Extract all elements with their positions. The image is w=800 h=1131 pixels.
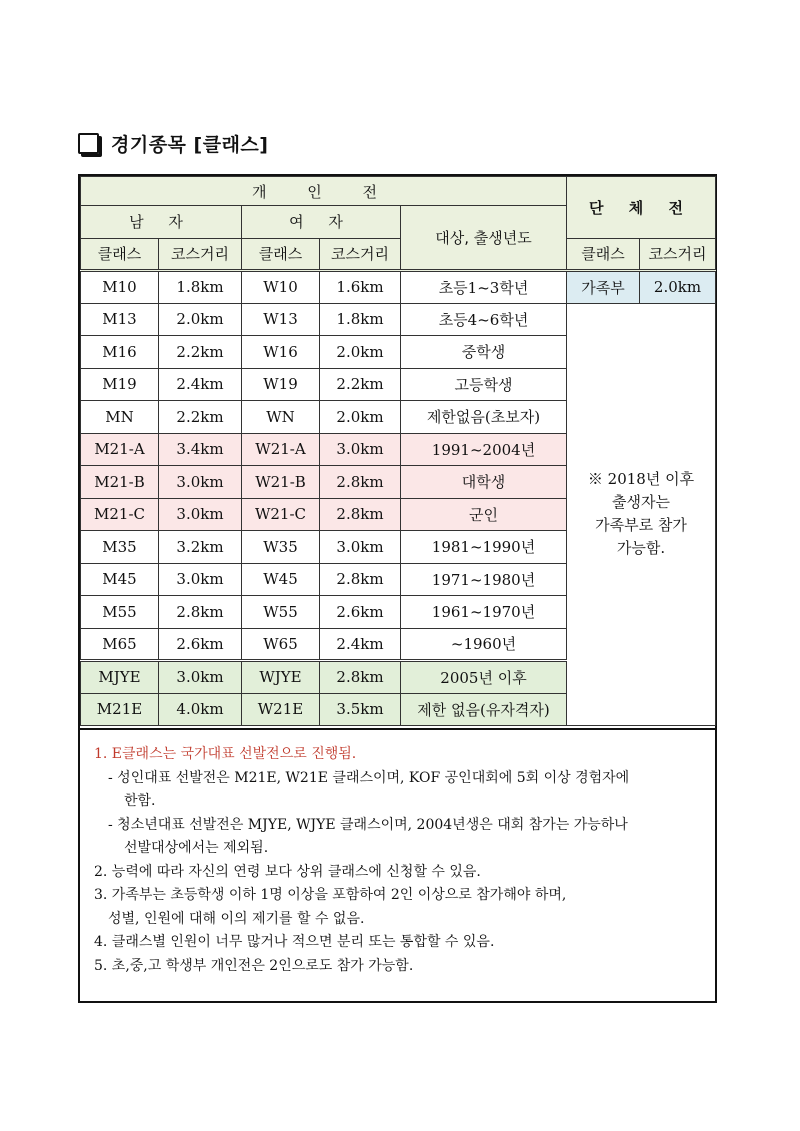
- group-note-line: ※ 2018년 이후: [587, 470, 695, 489]
- female-header: 여 자: [242, 206, 401, 239]
- target: 1991~2004년: [401, 433, 567, 466]
- male-course: 3.0km: [159, 498, 242, 531]
- male-header: 남 자: [81, 206, 242, 239]
- header-row-1: [81, 177, 716, 206]
- target: 고등학생: [401, 368, 567, 401]
- table-row: [81, 271, 716, 304]
- female-course: 2.8km: [320, 498, 401, 531]
- target: 군인: [401, 498, 567, 531]
- male-class: M55: [81, 596, 159, 629]
- note-3: 3. 가족부는 초등학생 이하 1명 이상을 포함하여 2인 이상으로 참가해야 하며,: [94, 887, 567, 903]
- male-class-header: 클래스: [81, 238, 159, 271]
- male-class: M10: [81, 271, 159, 304]
- male-class: M21-A: [81, 433, 159, 466]
- male-course: 2.4km: [159, 368, 242, 401]
- checkbox-icon: [78, 133, 99, 154]
- female-course: 3.0km: [320, 531, 401, 564]
- female-course: 1.8km: [320, 303, 401, 336]
- male-course: 3.0km: [159, 661, 242, 694]
- header-row-3: [81, 238, 716, 271]
- target: 초등1~3학년: [401, 271, 567, 304]
- male-course: 1.8km: [159, 271, 242, 304]
- group-course: 2.0km: [640, 271, 716, 304]
- male-class: M21-C: [81, 498, 159, 531]
- male-course: 2.8km: [159, 596, 242, 629]
- group-note-line: 출생자는: [612, 493, 670, 512]
- male-course-header: 코스거리: [159, 238, 242, 271]
- note-5: 5. 초,중,고 학생부 개인전은 2인으로도 참가 가능함.: [94, 957, 414, 974]
- table-row: [81, 303, 716, 336]
- divider: [78, 728, 717, 730]
- female-class: W55: [242, 596, 320, 629]
- male-class: M65: [81, 628, 159, 661]
- female-class: W45: [242, 563, 320, 596]
- target: 대학생: [401, 466, 567, 499]
- female-course: 2.8km: [320, 661, 401, 694]
- male-class: M13: [81, 303, 159, 336]
- male-course: 2.2km: [159, 401, 242, 434]
- male-course: 2.6km: [159, 628, 242, 661]
- male-course: 3.4km: [159, 433, 242, 466]
- female-class: W21-B: [242, 466, 320, 499]
- male-class: MN: [81, 401, 159, 434]
- female-class: W16: [242, 336, 320, 369]
- male-class: M21-B: [81, 466, 159, 499]
- target: 초등4~6학년: [401, 303, 567, 336]
- notes: [94, 743, 706, 978]
- group-course-header: 코스거리: [640, 238, 716, 271]
- target: 1981~1990년: [401, 531, 567, 564]
- note-1b-cont: 선발대상에서는 제외됨.: [124, 840, 269, 856]
- individual-header: 개 인 전: [81, 177, 567, 206]
- target-header: 대상, 출생년도: [401, 206, 567, 271]
- male-class: M16: [81, 336, 159, 369]
- female-class: WN: [242, 401, 320, 434]
- note-1b: - 청소년대표 선발전은 MJYE, WJYE 클래스이며, 2004년생은 대회 참가는 가능하나: [108, 816, 628, 833]
- note-1: 1. E클래스는 국가대표 선발전으로 진행됨.: [94, 746, 357, 762]
- note-2: 2. 능력에 따라 자신의 연령 보다 상위 클래스에 신청할 수 있음.: [94, 863, 481, 880]
- male-class: MJYE: [81, 661, 159, 694]
- group-header: 단 체 전: [567, 177, 716, 239]
- target: ~1960년: [401, 628, 567, 661]
- target: 1961~1970년: [401, 596, 567, 629]
- female-course: 2.8km: [320, 563, 401, 596]
- male-course: 2.0km: [159, 303, 242, 336]
- female-class: W21-A: [242, 433, 320, 466]
- female-course: 1.6km: [320, 271, 401, 304]
- female-course-header: 코스거리: [320, 238, 401, 271]
- male-course: 3.2km: [159, 531, 242, 564]
- female-class: W13: [242, 303, 320, 336]
- male-course: 3.0km: [159, 466, 242, 499]
- male-class: M35: [81, 531, 159, 564]
- group-note-line: 가능함.: [616, 539, 666, 558]
- group-note: [567, 303, 716, 726]
- section-title-text: 경기종목 [클래스]: [111, 134, 269, 156]
- female-class-header: 클래스: [242, 238, 320, 271]
- target: 제한없음(초보자): [401, 401, 567, 434]
- female-class: WJYE: [242, 661, 320, 694]
- target: 중학생: [401, 336, 567, 369]
- female-course: 3.0km: [320, 433, 401, 466]
- female-course: 2.8km: [320, 466, 401, 499]
- male-course: 4.0km: [159, 693, 242, 726]
- male-class: M19: [81, 368, 159, 401]
- section-title: [78, 130, 268, 157]
- target: 1971~1980년: [401, 563, 567, 596]
- male-course: 2.2km: [159, 336, 242, 369]
- female-course: 2.2km: [320, 368, 401, 401]
- note-1a-cont: 한함.: [124, 793, 156, 809]
- female-class: W19: [242, 368, 320, 401]
- male-class: M21E: [81, 693, 159, 726]
- class-table: [80, 176, 716, 726]
- group-class: 가족부: [567, 271, 640, 304]
- female-class: W35: [242, 531, 320, 564]
- female-course: 2.0km: [320, 401, 401, 434]
- female-course: 2.0km: [320, 336, 401, 369]
- male-course: 3.0km: [159, 563, 242, 596]
- female-class: W10: [242, 271, 320, 304]
- note-1a: - 성인대표 선발전은 M21E, W21E 클래스이며, KOF 공인대회에 5회 이상 경험자에: [108, 769, 630, 786]
- note-3-cont: 성별, 인원에 대해 이의 제기를 할 수 없음.: [108, 910, 365, 927]
- target: 제한 없음(유자격자): [401, 693, 567, 726]
- female-course: 3.5km: [320, 693, 401, 726]
- group-class-header: 클래스: [567, 238, 640, 271]
- male-class: M45: [81, 563, 159, 596]
- note-4: 4. 클래스별 인원이 너무 많거나 적으면 분리 또는 통합할 수 있음.: [94, 934, 495, 950]
- female-class: W65: [242, 628, 320, 661]
- target: 2005년 이후: [401, 661, 567, 694]
- female-course: 2.4km: [320, 628, 401, 661]
- female-class: W21-C: [242, 498, 320, 531]
- female-course: 2.6km: [320, 596, 401, 629]
- group-note-line: 가족부로 참가: [595, 516, 687, 535]
- female-class: W21E: [242, 693, 320, 726]
